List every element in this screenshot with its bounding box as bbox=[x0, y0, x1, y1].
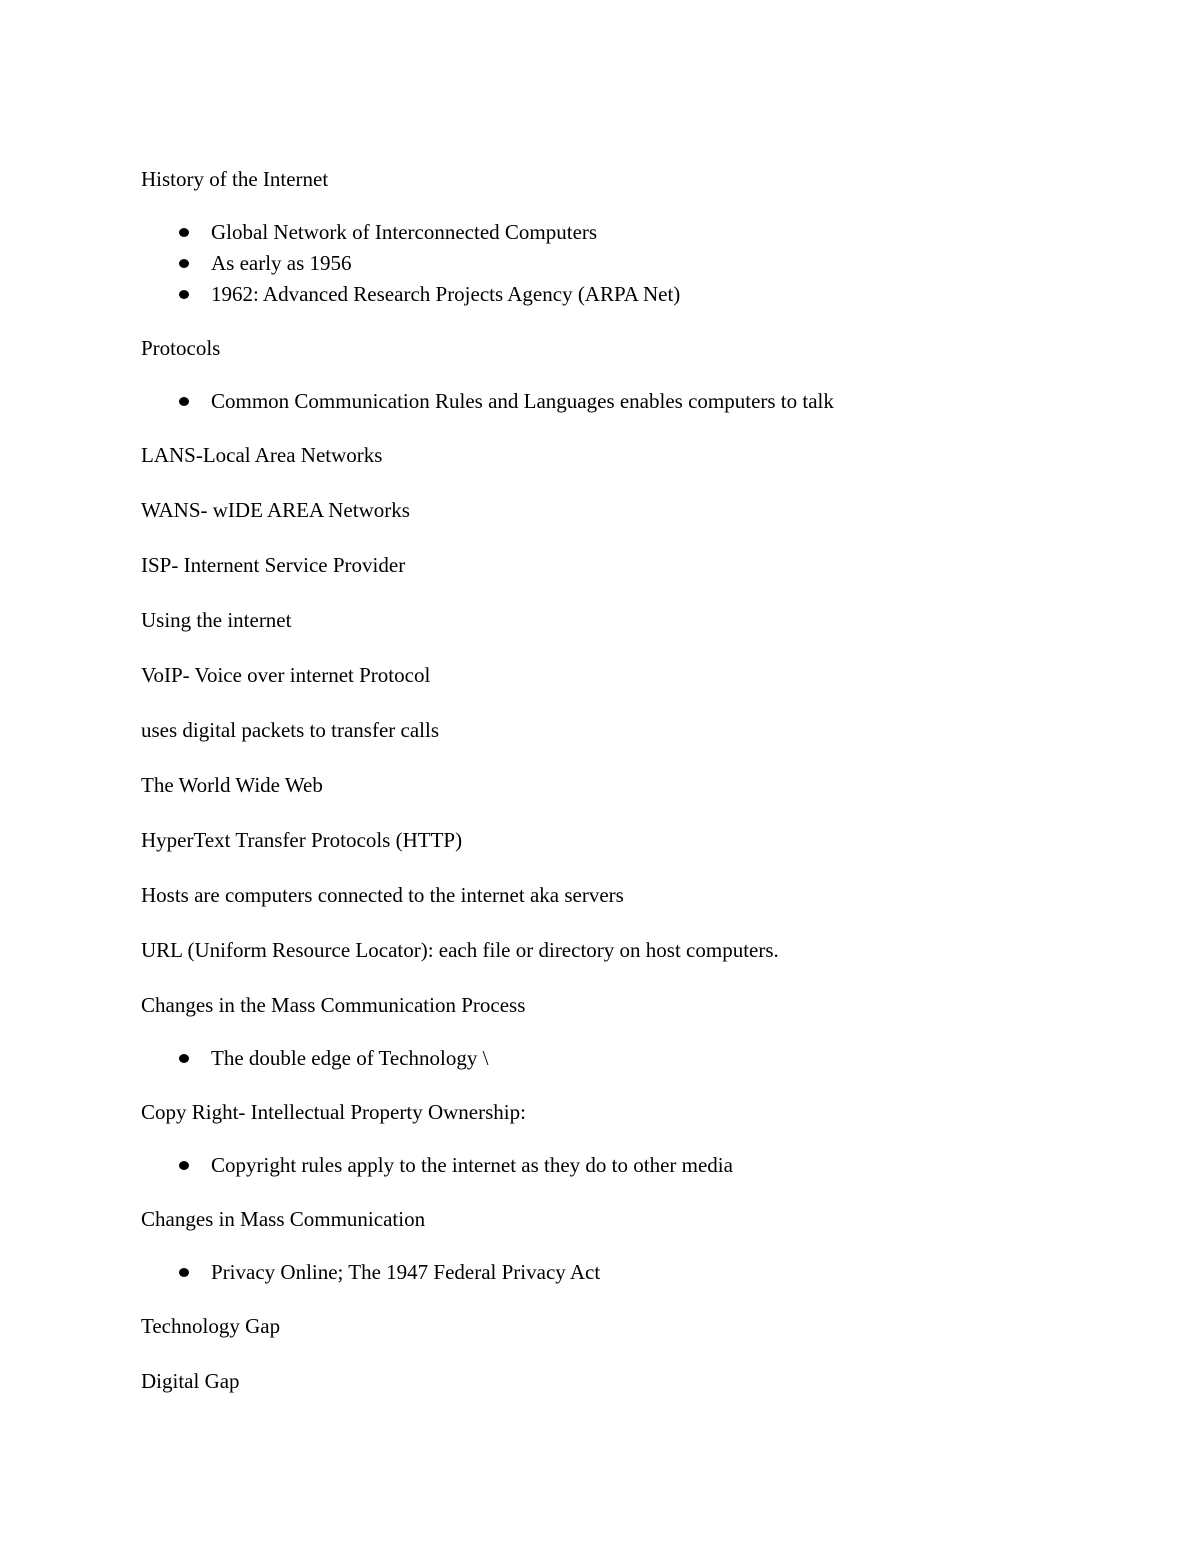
bullet-list bbox=[141, 386, 1121, 417]
list-item-text: Global Network of Interconnected Computers bbox=[211, 220, 598, 244]
bullet-list bbox=[141, 1150, 1121, 1181]
paragraph: Changes in the Mass Communication Process bbox=[141, 993, 526, 1017]
list-item bbox=[141, 248, 1121, 279]
document-body bbox=[141, 162, 1121, 1419]
list-item-text: Common Communication Rules and Languages enables computers to talk bbox=[211, 389, 834, 413]
paragraph: Protocols bbox=[141, 336, 221, 360]
paragraph: WANS- wIDE AREA Networks bbox=[141, 498, 410, 522]
bullet-icon bbox=[179, 1054, 189, 1063]
bullet-icon bbox=[179, 1268, 189, 1277]
paragraph: The World Wide Web bbox=[141, 773, 323, 797]
list-item-text: As early as 1956 bbox=[211, 251, 352, 275]
paragraph: Hosts are computers connected to the internet aka servers bbox=[141, 883, 624, 907]
paragraph: Using the internet bbox=[141, 608, 292, 632]
paragraph: Digital Gap bbox=[141, 1369, 240, 1393]
bullet-list bbox=[141, 1043, 1121, 1074]
bullet-icon bbox=[179, 290, 189, 299]
paragraph: URL (Uniform Resource Locator): each file or directory on host computers. bbox=[141, 938, 779, 962]
list-item-text: Privacy Online; The 1947 Federal Privacy Act bbox=[211, 1260, 601, 1284]
paragraph: LANS-Local Area Networks bbox=[141, 443, 383, 467]
paragraph: uses digital packets to transfer calls bbox=[141, 718, 439, 742]
list-item bbox=[141, 279, 1121, 310]
paragraph: ISP- Internent Service Provider bbox=[141, 553, 406, 577]
bullet-icon bbox=[179, 397, 189, 406]
bullet-list bbox=[141, 1257, 1121, 1288]
list-item bbox=[141, 217, 1121, 248]
list-item bbox=[141, 1150, 1121, 1181]
list-item bbox=[141, 386, 1121, 417]
paragraph: HyperText Transfer Protocols (HTTP) bbox=[141, 828, 463, 852]
bullet-list bbox=[141, 217, 1121, 310]
paragraph: Changes in Mass Communication bbox=[141, 1207, 426, 1231]
list-item bbox=[141, 1257, 1121, 1288]
paragraph: History of the Internet bbox=[141, 167, 329, 191]
paragraph: Technology Gap bbox=[141, 1314, 281, 1338]
list-item-text: Copyright rules apply to the internet as they do to other media bbox=[211, 1153, 733, 1177]
paragraph: Copy Right- Intellectual Property Ownership: bbox=[141, 1100, 526, 1124]
bullet-icon bbox=[179, 1161, 189, 1170]
list-item bbox=[141, 1043, 1121, 1074]
list-item-text: 1962: Advanced Research Projects Agency (ARPA Net) bbox=[211, 282, 681, 306]
paragraph: VoIP- Voice over internet Protocol bbox=[141, 663, 431, 687]
bullet-icon bbox=[179, 228, 189, 237]
list-item-text: The double edge of Technology \ bbox=[211, 1046, 489, 1070]
bullet-icon bbox=[179, 259, 189, 268]
